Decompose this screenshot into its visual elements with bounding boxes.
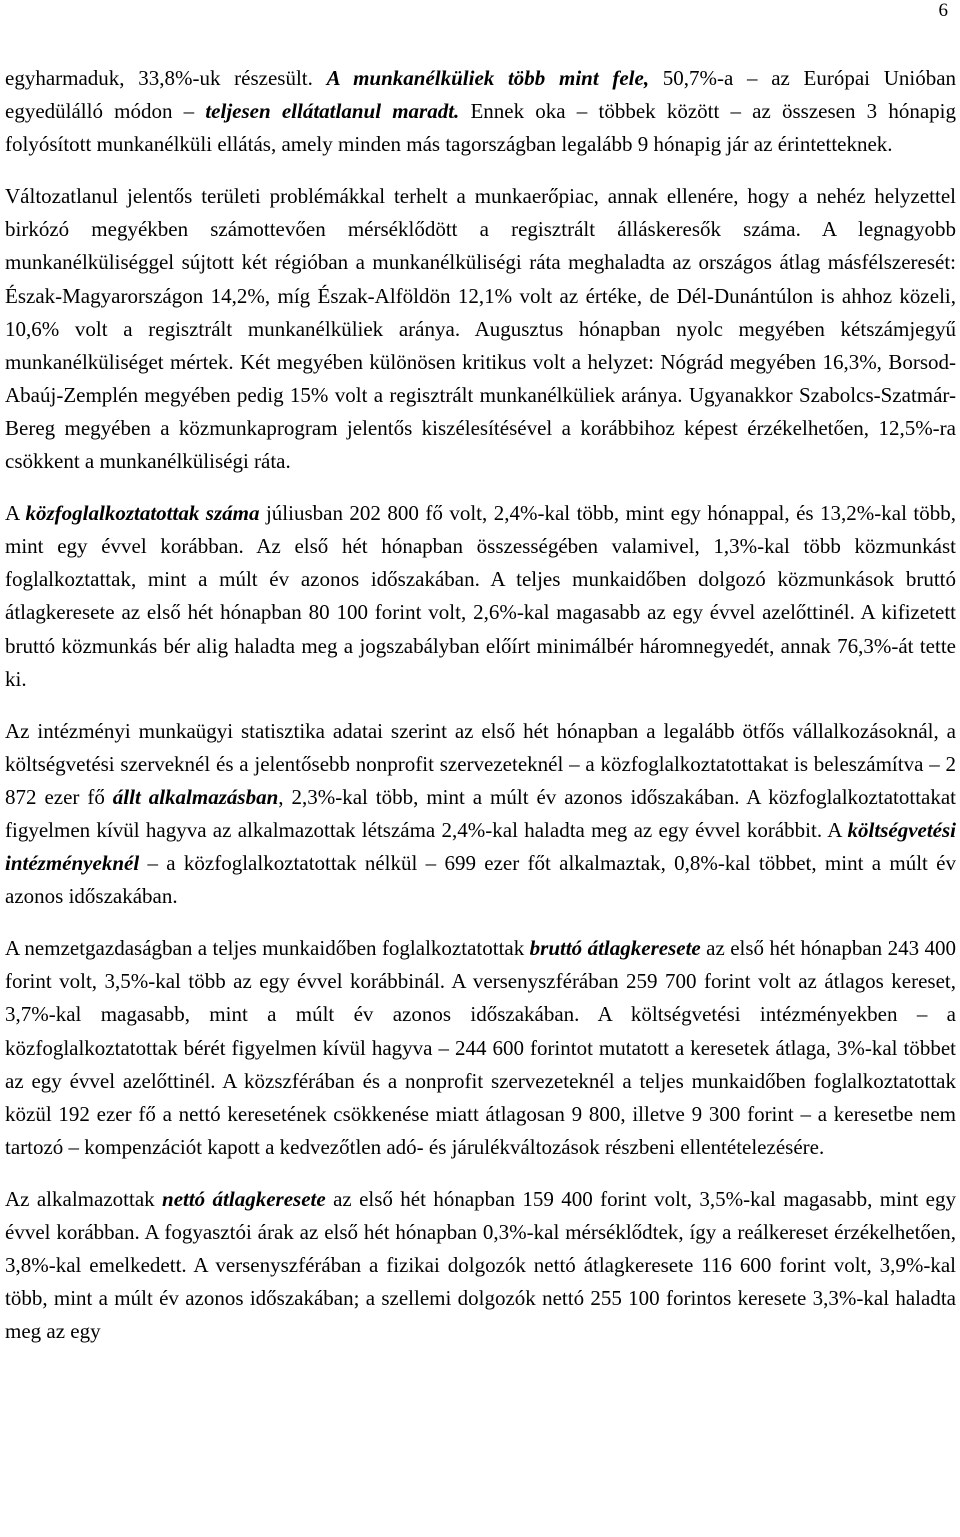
body-text: 50,7%-a – az Európai Unióban egyedülálló módon – <box>5 66 957 124</box>
body-text: A <box>5 501 26 526</box>
body-text: Ennek oka – többek között – az összesen 3 hónapig folyósított munkanélküli ellátás, amely minden más tagországban legalább 9 hónapig jár az érintetteknek. <box>5 99 956 157</box>
body-text: Az alkalmazottak <box>5 1186 163 1211</box>
paragraph <box>5 497 956 696</box>
body-text: A nemzetgazdaságban a teljes munkaidőben foglalkoztatottak <box>5 936 530 961</box>
paragraph <box>5 715 956 914</box>
body-text: – a közfoglalkoztatottak nélkül – 699 ezer főt alkalmaztak, 0,8%-kal többet, mint a múlt év azonos időszakában. <box>5 851 956 909</box>
body-text: az első hét hónapban 159 400 forint volt, 3,5%-kal magasabb, mint egy évvel korábban. A fogyasztói árak az első hét hónapban 0,3%-kal mérséklődtek, így a reálkereset érzékelhetően, 3,8%-kal emelkedett. A versenyszférában a fizikai dolgozók nettó átlagkeresete 116 600 forint volt, 3,9%-kal több, mint a múlt év azonos időszakában; a szellemi dolgozók nettó 255 100 forintos keresete 3,3%-kal haladta meg az egy <box>5 1186 956 1344</box>
emphasized-text: nettó átlagkeresete <box>162 1186 326 1211</box>
body-text: Az intézményi munkaügyi statisztika adatai szerint az első hét hónapban a legalább ötfős vállalkozásoknál, a költségvetési szerveknél és a jelentősebb nonprofit szervezeteknél – a közfoglalkoztatottakat is beleszámítva – 2 872 ezer fő <box>5 718 956 809</box>
page-number: 6 <box>938 0 948 21</box>
paragraph <box>5 62 956 161</box>
emphasized-text: bruttó átlagkeresete <box>529 936 701 961</box>
document-body <box>5 62 956 1348</box>
paragraph <box>5 932 956 1164</box>
emphasized-text: állt alkalmazásban <box>112 784 279 809</box>
body-text: júliusban 202 800 fő volt, 2,4%-kal több, mint egy hónappal, és 13,2%-kal több, mint egy évvel korábban. Az első hét hónapban összességében valamivel, 1,3%-kal több közmunkást foglalkoztattak, mint a múlt év azonos időszakában. A teljes munkaidőben dolgozó közmunkások bruttó átlagkeresete az első hét hónapban 80 100 forint volt, 2,6%-kal magasabb az egy évvel azelőttinél. A kifizetett bruttó közmunkás bér alig haladta meg a jogszabályban előírt minimálbér háromnegyedét, annak 76,3%-át tette ki. <box>5 501 956 691</box>
body-text: Változatlanul jelentős területi problémákkal terhelt a munkaerőpiac, annak ellenére, hogy a nehéz helyzettel birkózó megyékben számottevően mérséklődött a regisztrált álláskeresők száma. A legnagyobb munkanélküliséggel sújtott két régióban a munkanélküliségi ráta meghaladta az országos átlag másfélszeresét: Észak-Magyarországon 14,2%, míg Észak-Alföldön 12,1% volt az értéke, de Dél-Dunántúlon is ahhoz közeli, 10,6% volt a regisztrált munkanélküliek aránya. Augusztus hónapban nyolc megyében kétszámjegyű munkanélküliséget mértek. Két megyében különösen kritikus volt a helyzet: Nógrád megyében 16,3%, Borsod-Abaúj-Zemplén megyében pedig 15% volt a regisztrált munkanélküliek aránya. Ugyanakkor Szabolcs-Szatmár-Bereg megyében a közmunkaprogram jelentős kiszélesítésével a korábbihoz képest érzékelhetően, 12,5%-ra csökkent a munkanélküliségi ráta. <box>5 184 956 474</box>
body-text: egyharmaduk, 33,8%-uk részesült. <box>5 66 327 90</box>
body-text: , 2,3%-kal több, mint a múlt év azonos időszakában. A közfoglalkoztatottakat figyelmen kívül hagyva az alkalmazottak létszáma 2,4%-kal haladta meg az egy évvel korábbit. A <box>5 784 957 842</box>
emphasized-text: költségvetési intézményeknél <box>5 817 956 876</box>
emphasized-text: A munkanélküliek több mint fele, <box>326 66 650 90</box>
paragraph <box>5 1183 956 1348</box>
emphasized-text: teljesen ellátatlanul maradt. <box>205 99 460 124</box>
emphasized-text: közfoglalkoztatottak száma <box>25 501 260 526</box>
body-text: az első hét hónapban 243 400 forint volt, 3,5%-kal több az egy évvel korábbinál. A versenyszférában 259 700 forint volt az átlagos kereset, 3,7%-kal magasabb, mint a múlt év azonos időszakában. A költségvetési intézményekben – a közfoglalkoztatottak bérét figyelmen kívül hagyva – 244 600 forintot mutatott a keresetek átlaga, 3%-kal többet az egy évvel azelőttinél. A közszférában és a nonprofit szervezeteknél a teljes munkaidőben foglalkoztatottak közül 192 ezer fő a nettó keresetének csökkenése miatt átlagosan 9 800, illetve 9 300 forint – a keresetbe nem tartozó – kompenzációt kapott a kedvezőtlen adó- és járulékváltozások részbeni ellentételezésére. <box>5 936 956 1159</box>
paragraph <box>5 180 956 478</box>
